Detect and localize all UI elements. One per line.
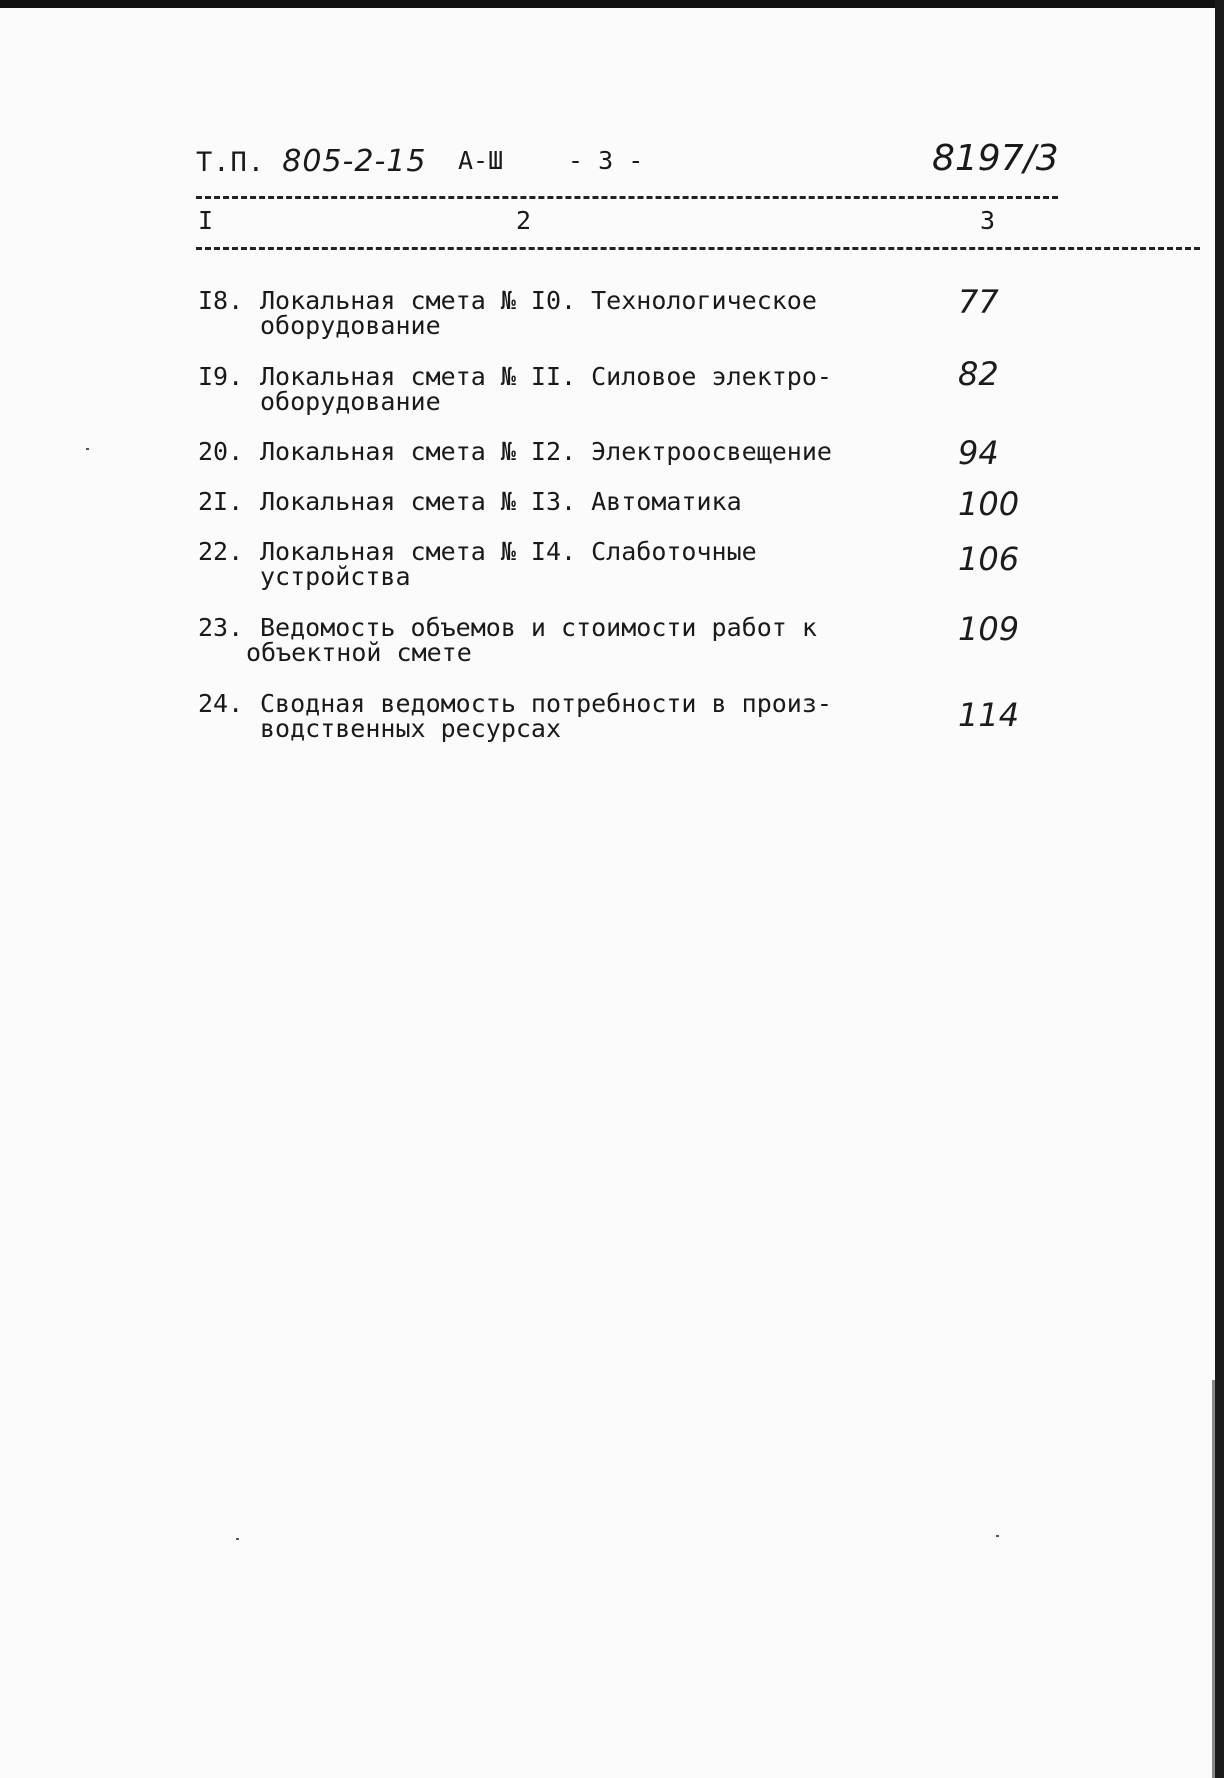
list-item [198, 288, 878, 338]
item-number: 2I. [198, 487, 244, 516]
list-item [198, 364, 878, 414]
page-header [196, 138, 1059, 188]
scan-speck [996, 1535, 999, 1537]
doc-prefix: Т.П. [196, 147, 266, 178]
item-title-cont: оборудование [260, 387, 441, 416]
item-title-cont: устройства [260, 562, 411, 591]
divider-top [196, 196, 1058, 199]
item-title: Локальная смета № I2. Электроосвещение [260, 437, 832, 466]
scan-top-edge [0, 0, 1224, 8]
item-title: Локальная смета № II. Силовое электро- [260, 362, 832, 391]
list-item [198, 539, 878, 589]
item-title: Локальная смета № I0. Технологическое [260, 286, 817, 315]
list-item [198, 691, 878, 741]
divider-header [196, 247, 1200, 250]
column-header-3: 3 [980, 206, 996, 235]
item-number: 24. [198, 689, 244, 718]
item-number: I9. [198, 362, 244, 391]
scan-speck [86, 448, 89, 450]
item-title: Локальная смета № I4. Слаботочные [260, 537, 757, 566]
list-item [198, 615, 878, 665]
item-number: 23. [198, 613, 244, 642]
page-number: - 3 - [568, 146, 644, 175]
scan-right-edge [1215, 0, 1224, 1778]
scan-speck [236, 1538, 239, 1540]
item-page: 109 [958, 610, 1020, 648]
item-page: 106 [958, 540, 1020, 578]
item-page: 100 [958, 485, 1020, 523]
item-page: 77 [958, 283, 999, 321]
item-title-cont: объектной смете [246, 638, 472, 667]
item-page: 82 [958, 355, 999, 393]
column-header-2: 2 [516, 206, 532, 235]
list-item [198, 439, 878, 464]
item-title: Локальная смета № I3. Автоматика [260, 487, 742, 516]
item-number: 22. [198, 537, 244, 566]
album-number: А-Ш [458, 146, 504, 175]
item-title-cont: водственных ресурсах [260, 714, 562, 743]
item-page: 94 [958, 434, 999, 472]
sheet-code: 8197/3 [932, 138, 1059, 179]
scan-right-shadow [1212, 1380, 1215, 1778]
item-title: Ведомость объемов и стоимости работ к [260, 613, 817, 642]
doc-number: 805-2-15 [282, 144, 427, 179]
item-page: 114 [958, 696, 1020, 734]
item-number: 20. [198, 437, 244, 466]
doc-designation [196, 144, 426, 179]
item-title: Сводная ведомость потребности в произ- [260, 689, 832, 718]
column-header-1: I [198, 206, 214, 235]
list-item [198, 489, 878, 514]
item-title-cont: оборудование [260, 311, 441, 340]
item-number: I8. [198, 286, 244, 315]
